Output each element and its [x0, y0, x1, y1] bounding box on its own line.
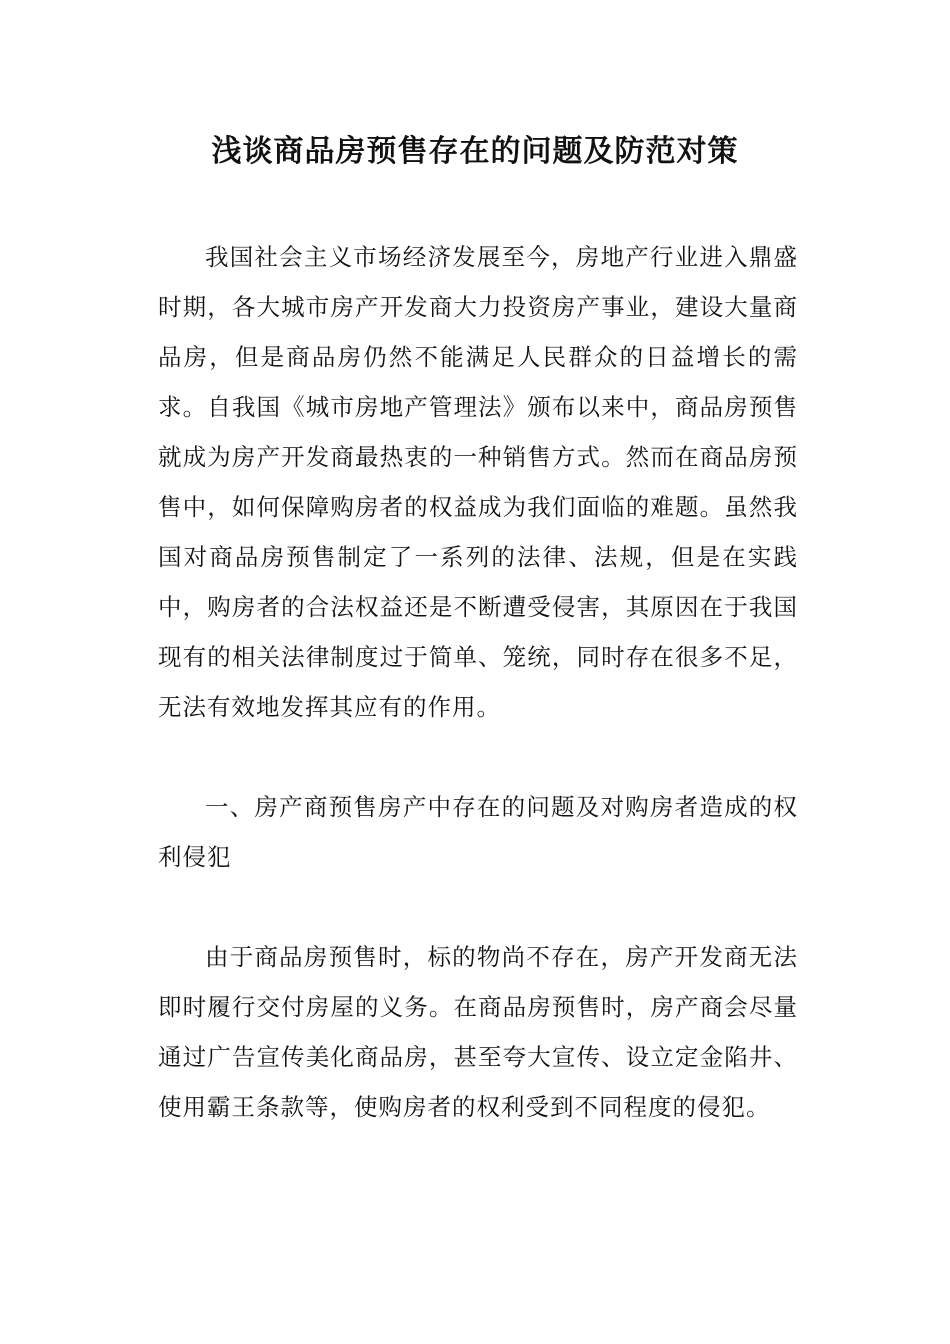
document-title: 浅谈商品房预售存在的问题及防范对策 [211, 134, 739, 169]
section-heading-1: 一、房产商预售房产中存在的问题及对购房者造成的权利侵犯 [158, 793, 798, 871]
intro-paragraph: 我国社会主义市场经济发展至今，房地产行业进入鼎盛时期，各大城市房产开发商大力投资房产事业，建设大量商品房，但是商品房仍然不能满足人民群众的日益增长的需求。自我国《城市房地产管理法》颁布以来中，商品房预售就成为房产开发商最热衷的一种销售方式。然而在商品房预售中，如何保障购房者的权益成为我们面临的难题。虽然我国对商品房预售制定了一系列的法律、法规，但是在实践中，购房者的合法权益还是不断遭受侵害，其原因在于我国现有的相关法律制度过于简单、笼统，同时存在很多不足，无法有效地发挥其应有的作用。 [158, 243, 798, 721]
section-paragraph-1: 由于商品房预售时，标的物尚不存在，房产开发商无法即时履行交付房屋的义务。在商品房预售时，房产商会尽量通过广告宣传美化商品房，甚至夸大宣传、设立定金陷井、使用霸王条款等，使购房者的权利受到不同程度的侵犯。 [158, 943, 798, 1121]
